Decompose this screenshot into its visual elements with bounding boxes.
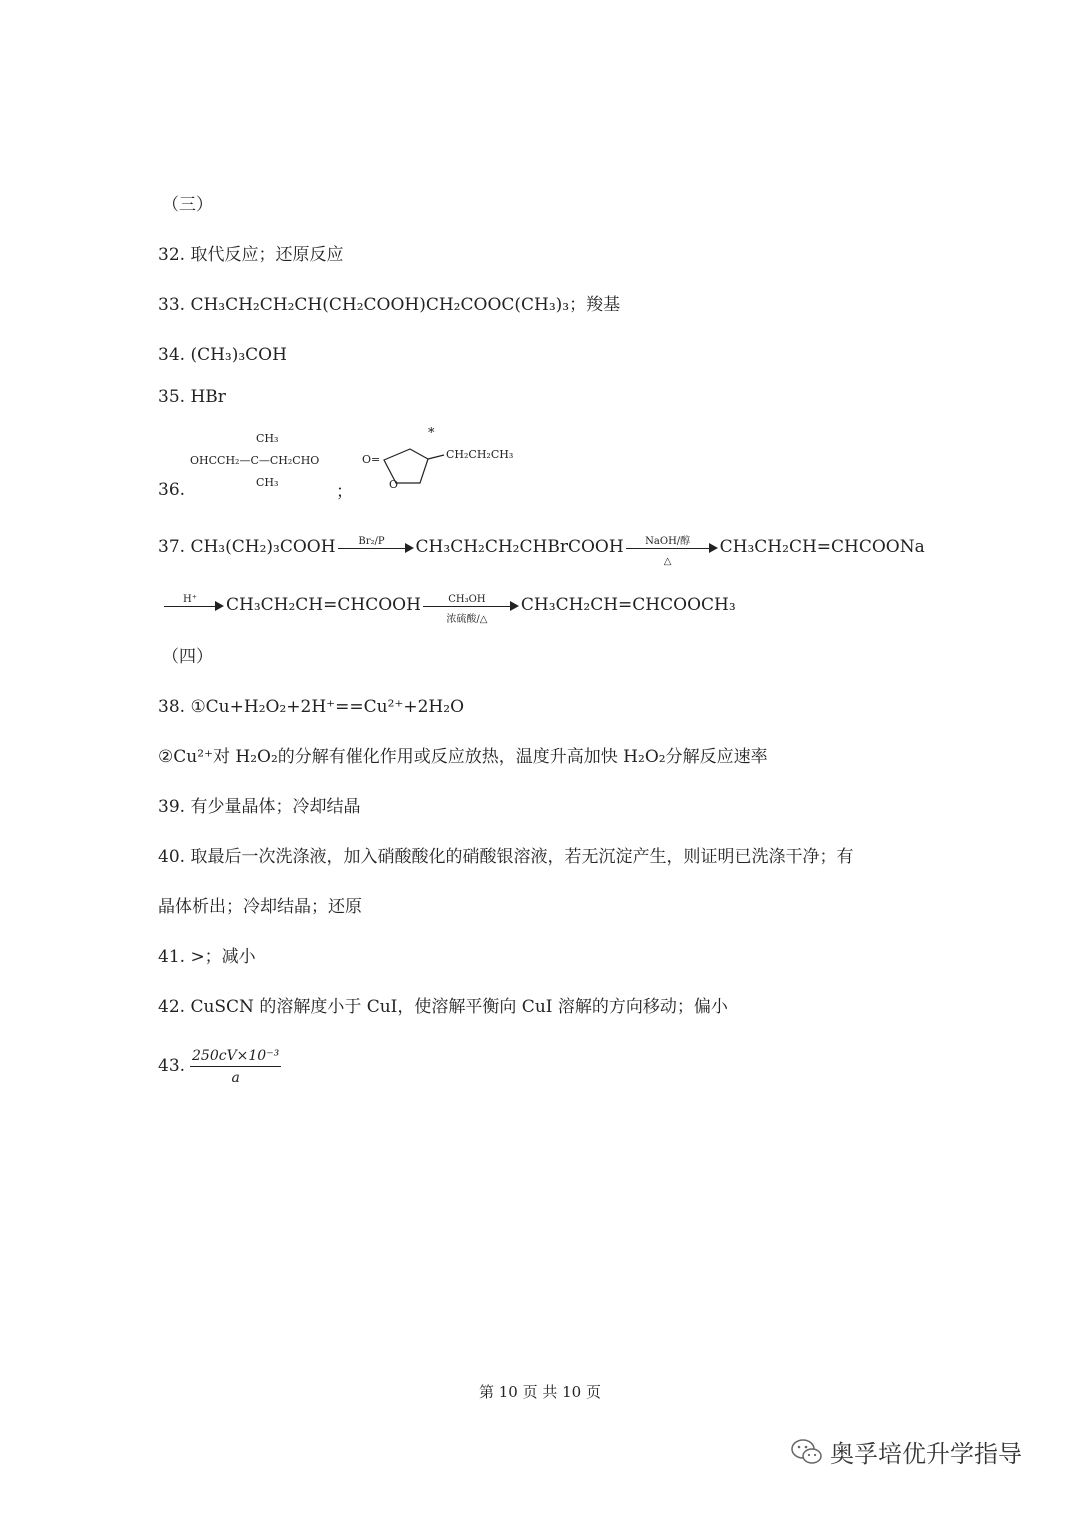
lactone-ring-oxygen: O <box>389 478 399 491</box>
answer-40-line2: 晶体析出；冷却结晶；还原 <box>158 897 362 917</box>
answer-38-part1: 38. ①Cu+H₂O₂+2H⁺==Cu²⁺+2H₂O <box>158 697 464 717</box>
struct1-chain: OHCCH₂—C—CH₂CHO <box>190 454 320 467</box>
answer-34: 34. (CH₃)₃COH <box>158 345 287 365</box>
answer-33 <box>158 294 620 316</box>
struct1-bottom-methyl: CH₃ <box>256 476 279 489</box>
lactone-side-chain: CH₂CH₂CH₃ <box>446 448 514 461</box>
watermark <box>790 1434 1022 1469</box>
answer-32: 32. 取代反应；还原反应 <box>158 245 344 265</box>
answer-41: 41. >；减小 <box>158 947 256 967</box>
chiral-star: * <box>428 426 435 441</box>
struct1-top-methyl: CH₃ <box>256 432 279 445</box>
answer-37-line1 <box>158 535 925 567</box>
answer-36-separator: ； <box>336 482 353 502</box>
reaction-arrow-4-top: CH₃OH <box>448 593 486 605</box>
reaction-arrow-2 <box>626 535 718 567</box>
reaction-arrow-3-label: H⁺ <box>183 593 197 605</box>
lactone-carbonyl-oxygen: O= <box>362 453 381 466</box>
reaction-arrow-3 <box>164 595 224 617</box>
answer-36-number: 36. <box>158 480 186 500</box>
answer-33-tail: ；羧基 <box>569 295 621 315</box>
section-heading-4: （四） <box>162 647 213 667</box>
answer-42: 42. CuSCN 的溶解度小于 CuI，使溶解平衡向 CuI 溶解的方向移动；偏小 <box>158 997 728 1017</box>
answer-40-line1: 40. 取最后一次洗涤液，加入硝酸酸化的硝酸银溶液，若无沉淀产生，则证明已洗涤干净；有 <box>158 847 854 867</box>
section-heading-3: （三） <box>162 195 213 215</box>
answer-37-product-4: CH₃CH₂CH=CHCOOCH₃ <box>520 595 736 615</box>
reaction-arrow-4-bottom: 浓硫酸/△ <box>446 613 488 625</box>
answer-33-formula: CH₃CH₂CH₂CH(CH₂COOH)CH₂COOC(CH₃)₃ <box>190 295 570 315</box>
answer-39: 39. 有少量晶体；冷却结晶 <box>158 797 361 817</box>
fraction-denominator: a <box>231 1070 240 1086</box>
answer-37-line2 <box>162 593 736 625</box>
answer-35: 35. HBr <box>158 387 226 407</box>
answer-38-part2: ②Cu²⁺对 H₂O₂的分解有催化作用或反应放热，温度升高加快 H₂O₂分解反应速率 <box>158 747 768 767</box>
answer-43-fraction <box>190 1048 281 1086</box>
reaction-arrow-2-bottom: △ <box>663 555 672 567</box>
answer-33-number: 33. <box>158 295 186 315</box>
fraction-numerator: 250cV×10⁻³ <box>190 1048 281 1067</box>
reaction-arrow-1-label: Br₂/P <box>358 535 385 547</box>
reaction-arrow-4 <box>423 593 519 625</box>
answer-37-number: 37. <box>158 537 186 557</box>
answer-37-product-1: CH₃CH₂CH₂CHBrCOOH <box>415 537 624 557</box>
answer-37-product-2: CH₃CH₂CH=CHCOONa <box>719 537 925 557</box>
answer-43-number: 43. <box>158 1056 186 1076</box>
reaction-arrow-1 <box>338 537 414 559</box>
page-footer: 第 10 页 共 10 页 <box>478 1383 601 1401</box>
wechat-icon <box>790 1437 824 1467</box>
watermark-text: 奥孚培优升学指导 <box>830 1440 1022 1468</box>
answer-37-product-3: CH₃CH₂CH=CHCOOH <box>226 595 421 615</box>
answer-37-start: CH₃(CH₂)₃COOH <box>190 537 336 557</box>
reaction-arrow-2-top: NaOH/醇 <box>645 535 691 547</box>
